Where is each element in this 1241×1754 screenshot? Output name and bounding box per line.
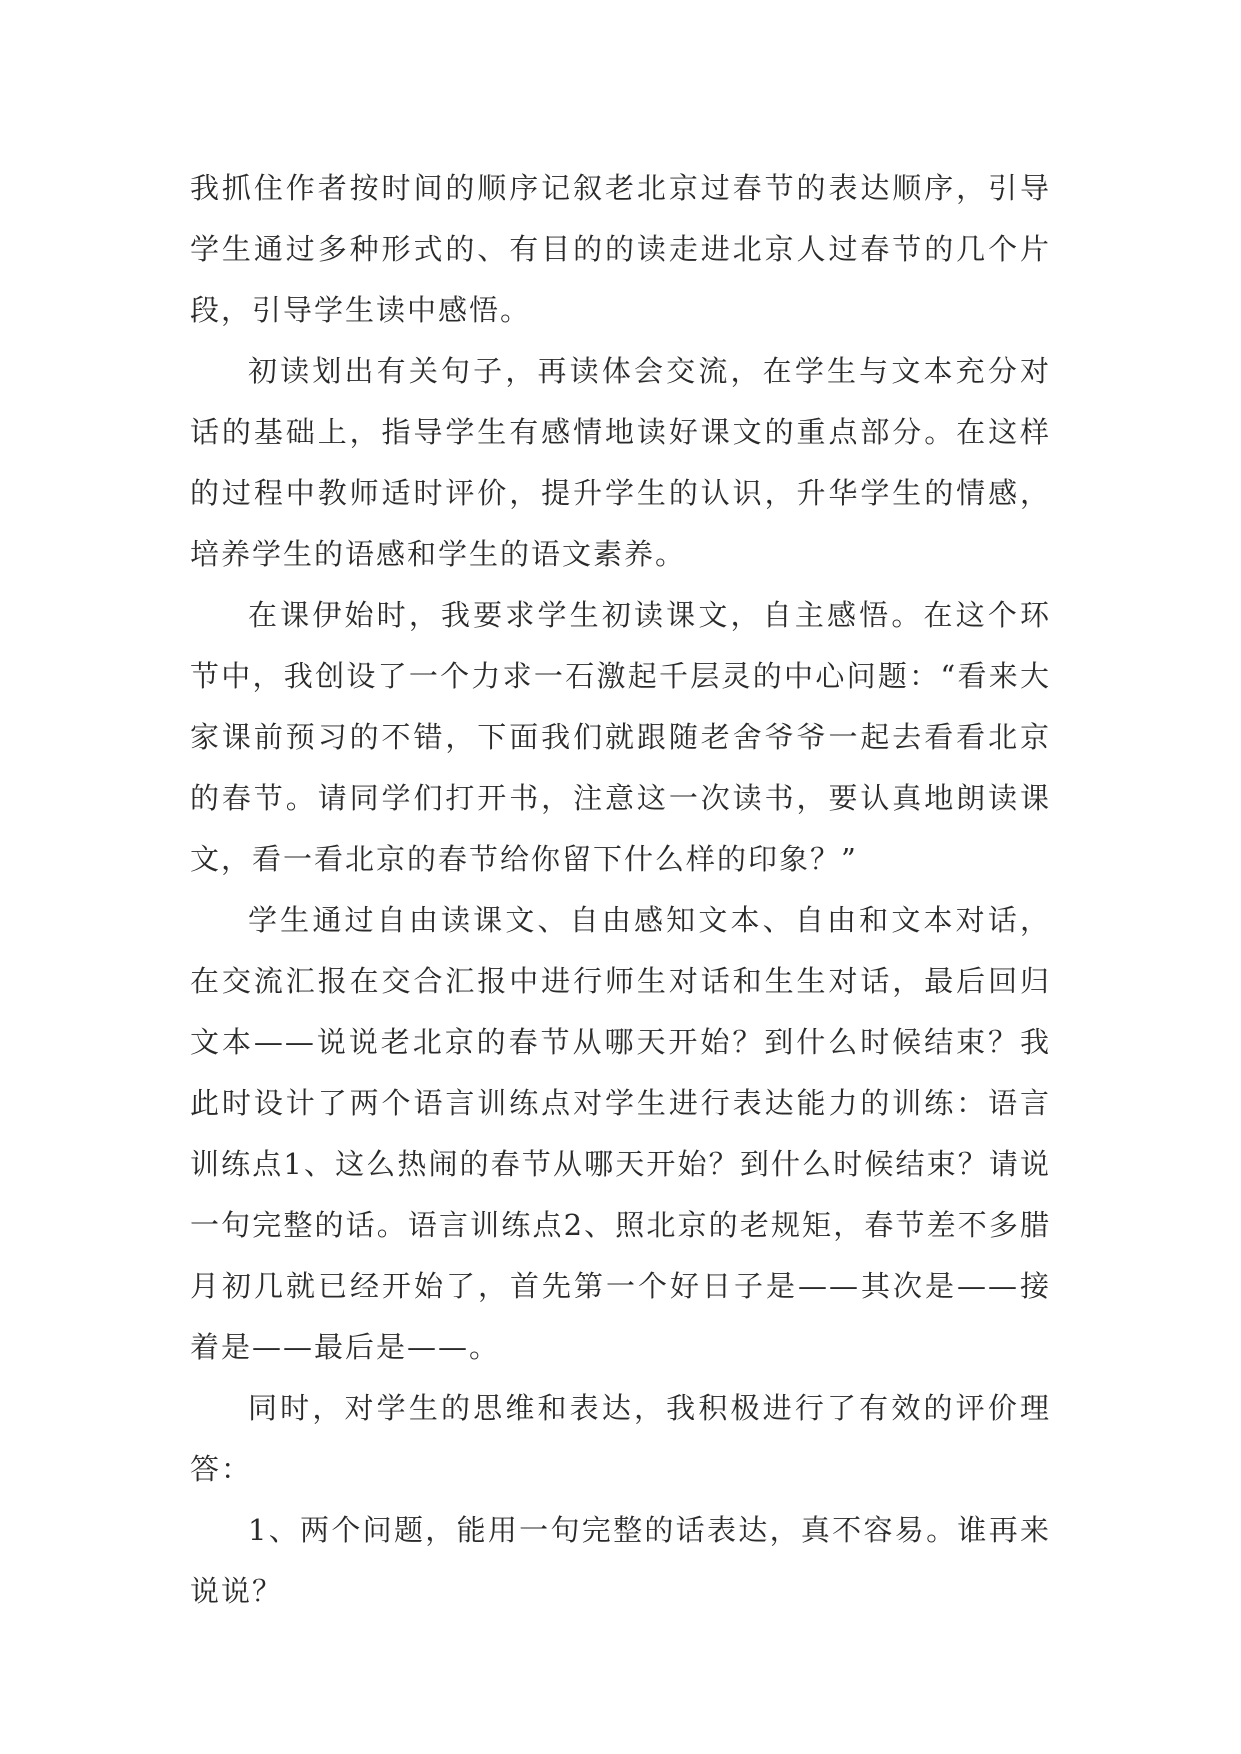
paragraph-5: 同时，对学生的思维和表达，我积极进行了有效的评价理答： bbox=[190, 1391, 1051, 1486]
paragraph-6: 1、两个问题，能用一句完整的话表达，真不容易。谁再来说说？ bbox=[190, 1513, 1051, 1608]
paragraph-1: 我抓住作者按时间的顺序记叙老北京过春节的表达顺序，引导学生通过多种形式的、有目的的读走进北京人过春节的几个片段，引导学生读中感悟。 bbox=[190, 171, 1051, 327]
paragraph-3: 在课伊始时，我要求学生初读课文，自主感悟。在这个环节中，我创设了一个力求一石激起千层灵的中心问题：“看来大家课前预习的不错，下面我们就跟随老舍爷爷一起去看看北京的春节。请同学们打开书，注意这一次读书，要认真地朗读课文，看一看北京的春节给你留下什么样的印象？” bbox=[190, 598, 1051, 876]
document-body bbox=[190, 158, 1051, 1622]
paragraph-2: 初读划出有关句子，再读体会交流，在学生与文本充分对话的基础上，指导学生有感情地读好课文的重点部分。在这样的过程中教师适时评价，提升学生的认识，升华学生的情感，培养学生的语感和学生的语文素养。 bbox=[190, 354, 1051, 571]
paragraph-4: 学生通过自由读课文、自由感知文本、自由和文本对话，在交流汇报在交合汇报中进行师生对话和生生对话，最后回归文本——说说老北京的春节从哪天开始？到什么时候结束？我此时设计了两个语言训练点对学生进行表达能力的训练：语言训练点1、这么热闹的春节从哪天开始？到什么时候结束？请说一句完整的话。语言训练点2、照北京的老规矩，春节差不多腊月初几就已经开始了，首先第一个好日子是——其次是——接着是——最后是——。 bbox=[190, 903, 1051, 1364]
